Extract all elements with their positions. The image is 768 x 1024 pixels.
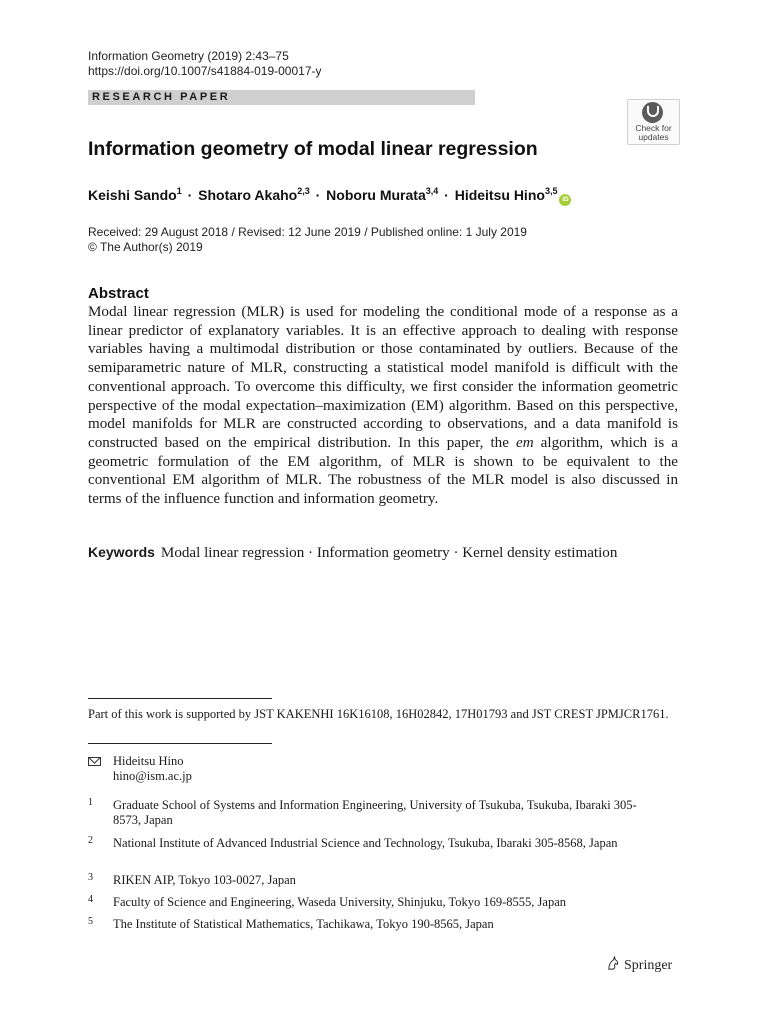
affiliation-number: 2	[88, 835, 93, 846]
keywords-text: Modal linear regression · Information geometry · Kernel density estimation	[160, 545, 618, 561]
author-affiliation: 2,3	[297, 186, 310, 196]
copyright-line: © The Author(s) 2019	[88, 240, 203, 254]
journal-header	[88, 49, 322, 79]
affiliation-number: 3	[88, 872, 93, 883]
author-affiliation: 3,5	[544, 186, 558, 196]
publisher-name: Springer	[624, 958, 673, 973]
affiliation-number: 4	[88, 894, 93, 905]
author-name: Noboru Murata	[326, 187, 426, 203]
affiliation-text: Faculty of Science and Engineering, Waseda University, Shinjuku, Tokyo 169-8555, Japan	[113, 895, 567, 909]
check-badge-line2: updates	[638, 132, 669, 142]
contact-email[interactable]: hino@ism.ac.jp	[113, 769, 192, 783]
author-name: Shotaro Akaho	[198, 187, 298, 203]
author-separator: ·	[315, 187, 321, 203]
funding-note: Part of this work is supported by JST KAKENHI 16K16108, 16H02842, 17H01793 and JST CREST JPMJCR1761.	[88, 707, 669, 721]
affiliation-text: RIKEN AIP, Tokyo 103-0027, Japan	[113, 873, 296, 887]
journal-citation: Information Geometry (2019) 2:43–75	[88, 49, 289, 63]
springer-horse-icon	[606, 956, 621, 971]
keywords-heading: Keywords	[88, 544, 155, 560]
bookmark-icon	[642, 102, 663, 123]
author-separator: ·	[187, 187, 193, 203]
orcid-icon[interactable]: iD	[559, 194, 571, 206]
dates-line: Received: 29 August 2018 / Revised: 12 June 2019 / Published online: 1 July 2019	[88, 225, 527, 239]
abstract-em-word: em	[516, 434, 534, 451]
envelope-icon	[88, 757, 101, 766]
footnote-divider	[88, 743, 272, 744]
affiliation-number: 5	[88, 916, 93, 927]
author-separator: ·	[444, 187, 449, 203]
affiliation-text: Graduate School of Systems and Information Engineering, University of Tsukuba, Tsukuba, Ibaraki 305-8573, Japan	[113, 798, 637, 827]
affiliation-text: The Institute of Statistical Mathematics, Tachikawa, Tokyo 190-8565, Japan	[113, 917, 494, 931]
publisher-logo	[606, 956, 672, 974]
abstract-text: algorithm, which is a geometric formulation of the EM algorithm, of MLR is shown to be equivalent to the conventional EM algorithm of MLR. The robustness of the MLR model is also discussed in terms of the influence function and information geometry.	[88, 434, 678, 508]
doi-link[interactable]: https://doi.org/10.1007/s41884-019-00017-y	[88, 64, 322, 78]
article-type-bar	[88, 90, 475, 105]
affiliation-number: 1	[88, 797, 93, 808]
contact-name: Hideitsu Hino	[113, 754, 184, 768]
author-name: Keishi Sando	[88, 187, 177, 203]
author-name: Hideitsu Hino	[454, 187, 545, 203]
abstract-heading: Abstract	[88, 285, 149, 302]
page-title: Information geometry of modal linear regression	[88, 138, 538, 160]
author-list	[88, 186, 571, 206]
check-badge-line1: Check for	[635, 123, 672, 133]
article-type-label: RESEARCH PAPER	[92, 91, 231, 103]
affiliation-text: National Institute of Advanced Industrial Science and Technology, Tsukuba, Ibaraki 305-8568, Japan	[113, 836, 618, 850]
author-affiliation: 1	[176, 186, 182, 196]
abstract-body	[88, 303, 678, 509]
footnote-divider	[88, 698, 272, 699]
abstract-text: Modal linear regression (MLR) is used for modeling the conditional mode of a response as a linear predictor of explanatory variables. It is an effective approach to dealing with response variables having a multimodal distribution or those contaminated by outliers. Because of the semiparametric nature of MLR, constructing a statistical model manifold is difficult with the conventional approach. To overcome this difficulty, we first consider the information geometric perspective of the modal expectation–maximization (EM) algorithm. Based on this perspective, model manifolds for MLR are constructed according to observations, and a data manifold is constructed based on the empirical distribution. In this paper, the	[88, 304, 678, 451]
keywords	[88, 543, 678, 563]
publication-dates	[88, 225, 527, 255]
author-affiliation: 3,4	[425, 186, 439, 196]
check-for-updates-badge[interactable]	[627, 99, 680, 145]
